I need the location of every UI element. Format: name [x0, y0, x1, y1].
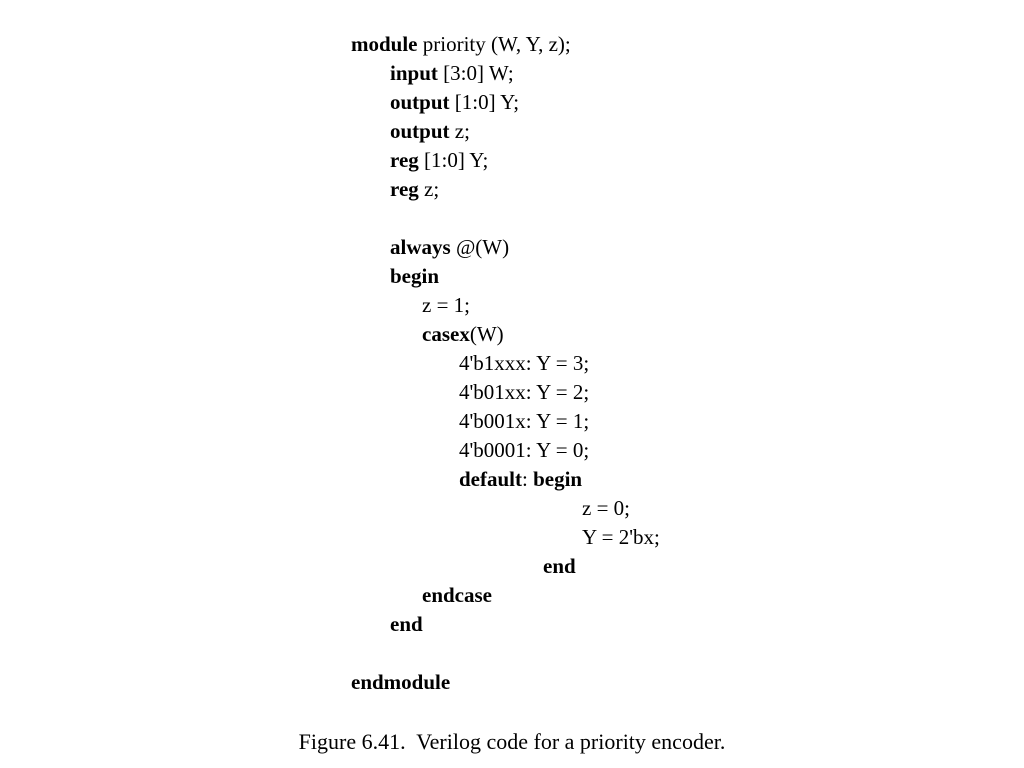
- default-y-assignment: Y = 2'bx;: [582, 525, 660, 549]
- case-item-line: [459, 351, 589, 375]
- case-item-1xxx: 4'b1xxx: Y = 3;: [459, 351, 590, 375]
- default-z-assignment-line: [582, 496, 630, 520]
- case-item-0001: 4'b0001: Y = 0;: [459, 438, 590, 462]
- case-item-01xx: 4'b01xx: Y = 2;: [459, 380, 590, 404]
- reg-z-declaration-line: [390, 177, 439, 201]
- module-keyword: module: [351, 32, 418, 56]
- default-line: [459, 467, 582, 491]
- casex-line: [422, 322, 504, 346]
- default-z-assignment: z = 0;: [582, 496, 630, 520]
- input-declaration-line: [390, 61, 514, 85]
- default-keyword: default: [459, 467, 522, 491]
- endcase-line: [422, 583, 492, 607]
- reg-keyword: reg: [390, 177, 419, 201]
- output-keyword: output: [390, 90, 450, 114]
- default-y-assignment-line: [582, 525, 660, 549]
- output-z-declaration: z;: [449, 119, 470, 143]
- default-begin-keyword: begin: [533, 467, 583, 491]
- reg-y-declaration: [1:0] Y;: [418, 148, 489, 172]
- begin-keyword: begin: [390, 264, 440, 288]
- figure-caption: Figure 6.41. Verilog code for a priority encoder.: [298, 729, 726, 754]
- outer-end-line: [390, 612, 423, 636]
- always-keyword: always: [390, 235, 451, 259]
- end-keyword: end: [543, 554, 576, 578]
- input-declaration: [3:0] W;: [437, 61, 514, 85]
- module-signature: priority (W, Y, z);: [417, 32, 571, 56]
- output-keyword: output: [390, 119, 450, 143]
- always-line: [390, 235, 509, 259]
- reg-y-declaration-line: [390, 148, 488, 172]
- z-initial-assignment: z = 1;: [422, 293, 470, 317]
- casex-keyword: casex: [422, 322, 470, 346]
- case-item-001x: 4'b001x: Y = 1;: [459, 409, 590, 433]
- default-separator: :: [522, 467, 534, 491]
- output-z-declaration-line: [390, 119, 470, 143]
- casex-argument: (W): [469, 322, 504, 346]
- case-item-line: [459, 380, 589, 404]
- reg-keyword: reg: [390, 148, 419, 172]
- input-keyword: input: [390, 61, 438, 85]
- case-item-line: [459, 438, 589, 462]
- module-declaration-line: [351, 32, 571, 56]
- z-initial-assignment-line: [422, 293, 470, 317]
- output-y-declaration-line: [390, 90, 519, 114]
- endcase-keyword: endcase: [422, 583, 492, 607]
- reg-z-declaration: z;: [418, 177, 440, 201]
- sensitivity-list: @(W): [450, 235, 510, 259]
- endmodule-line: [351, 670, 450, 694]
- end-keyword: end: [390, 612, 423, 636]
- case-item-line: [459, 409, 589, 433]
- endmodule-keyword: endmodule: [351, 670, 451, 694]
- output-y-declaration: [1:0] Y;: [449, 90, 520, 114]
- inner-end-line: [543, 554, 576, 578]
- begin-line: [390, 264, 439, 288]
